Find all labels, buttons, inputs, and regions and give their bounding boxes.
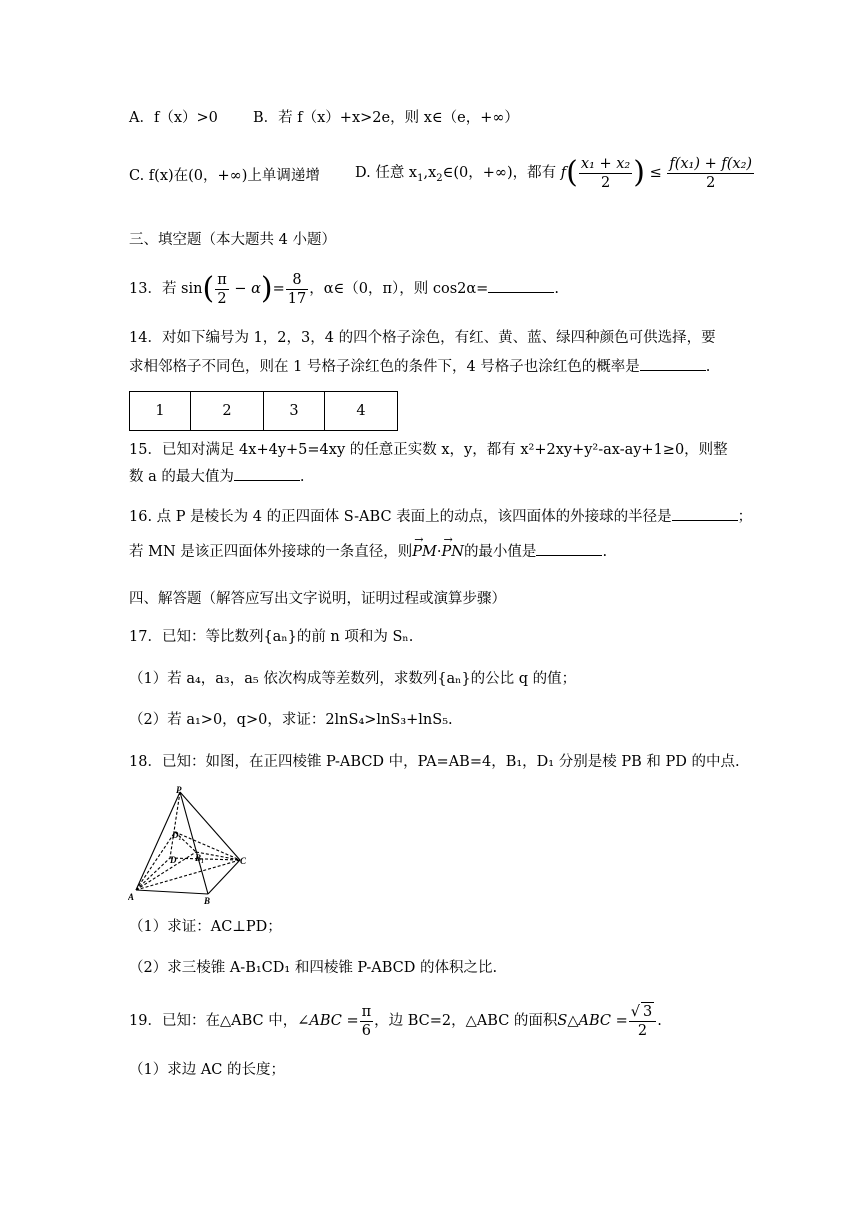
q19-area-fraction: $\frac{√ 3}{2}$ [629,1002,656,1040]
q14-answer-blank[interactable] [640,356,706,371]
label-p: P [176,785,182,795]
q16-answer-blank-2[interactable] [536,541,602,556]
q12-option-b: B．若 f（x）+x>2e，则 x∈（e，+∞） [253,110,519,126]
q19-pi-over-6: $\frac{\pi}{6}$ [361,1003,372,1039]
q14-line-2: 求相邻格子不同色，则在 1 号格子涂红色的条件下，4 号格子也涂红色的概率是 . [129,356,710,377]
vector-pm: → PM [412,542,437,562]
q12-option-a: A．f（x）>0 [129,110,218,126]
label-b1: B₁ [195,853,205,863]
q14-cell-grid [129,391,398,431]
label-d1: D₁ [172,830,182,840]
q18-part-1: （1）求证：AC⊥PD； [129,919,282,935]
q17-stem: 17．已知：等比数列{aₙ}的前 n 项和为 Sₙ. [129,629,414,645]
q16-line-2: 若 MN 是该正四面体外接球的一条直径，则→ PM·→ PN的最小值是 . [129,541,607,562]
q12-option-c: C. f(x)在(0，+∞)上单调递增 [129,168,320,184]
label-d: D [170,855,177,865]
pyramid-diagram [128,784,268,904]
label-c: C [240,856,247,866]
q19-part-1: （1）求边 AC 的长度； [129,1062,286,1078]
q13-answer-blank[interactable] [488,278,554,293]
q13: 13．若 sin( $\frac{\pi}{2}$ − α)= $\frac{8}{17}$ ，α∈（0，π），则 cos2α= . [129,271,559,307]
q13-pi-over-2: $\frac{\pi}{2}$ [217,271,227,307]
q16-line-1: 16. 点 P 是棱长为 4 的正四面体 S-ABC 表面上的动点，该四面体的外接球的半径是 ； [129,506,752,527]
grid-cell-3: 3 [264,392,325,431]
grid-cell-1: 1 [130,392,191,431]
grid-cell-2: 2 [191,392,264,431]
q18-stem: 18．已知：如图，在正四棱锥 P-ABCD 中，PA=AB=4，B₁，D₁ 分别是棱 PB 和 PD 的中点. [129,754,740,770]
q14-line-1: 14．对如下编号为 1，2，3，4 的四个格子涂色，有红、黄、蓝、绿四种颜色可供选择，要 [129,330,716,346]
q13-eight-seventeenths: $\frac{8}{17}$ [287,271,307,307]
q15-line-2: 数 a 的最大值为 . [129,466,304,487]
q16-answer-blank-1[interactable] [672,506,738,521]
q17-part-2: （2）若 a₁>0，q>0，求证：2lnS₄>lnS₃+lnS₅. [129,712,453,728]
grid-cell-4: 4 [325,392,398,431]
q19-stem: 19．已知：在△ABC 中，∠ABC = $\frac{\pi}{6}$ ，边 BC=2，△ABC 的面积S△ABC = $\frac{√ 3}{2}$ . [129,1003,662,1039]
section-3-title: 三、填空题（本大题共 4 小题） [129,232,336,248]
q12-d-inner-fraction: $\frac{\text{x₁ + x₂}}{2}$ [580,155,631,191]
label-b: B [204,896,211,904]
q12-d-rhs-fraction: $\frac{\text{f(x₁) + f(x₂)}}{2}$ [669,155,753,191]
q15-answer-blank[interactable] [234,466,300,481]
section-4-title: 四、解答题（解答应写出文字说明，证明过程或演算步骤） [129,591,506,607]
q12-option-d: D. 任意 $x_1,x_2\in(0$，+∞)，都有 f( $\frac{\text{x₁ + x₂}}{2}$ ) ≤ $\frac{\text{f(x₁) + f(x₂)}}{2}$ [355,155,753,191]
vector-pn: → PN [441,542,463,562]
q15-line-1: 15．已知对满足 4x+4y+5=4xy 的任意正实数 x，y，都有 x²+2xy+y²-ax-ay+1≥0，则整 [129,442,728,458]
q17-part-1: （1）若 a₄，a₃，a₅ 依次构成等差数列，求数列{aₙ}的公比 q 的值； [129,671,577,687]
label-a: A [128,892,135,902]
q18-part-2: （2）求三棱锥 A-B₁CD₁ 和四棱锥 P-ABCD 的体积之比. [129,960,498,976]
